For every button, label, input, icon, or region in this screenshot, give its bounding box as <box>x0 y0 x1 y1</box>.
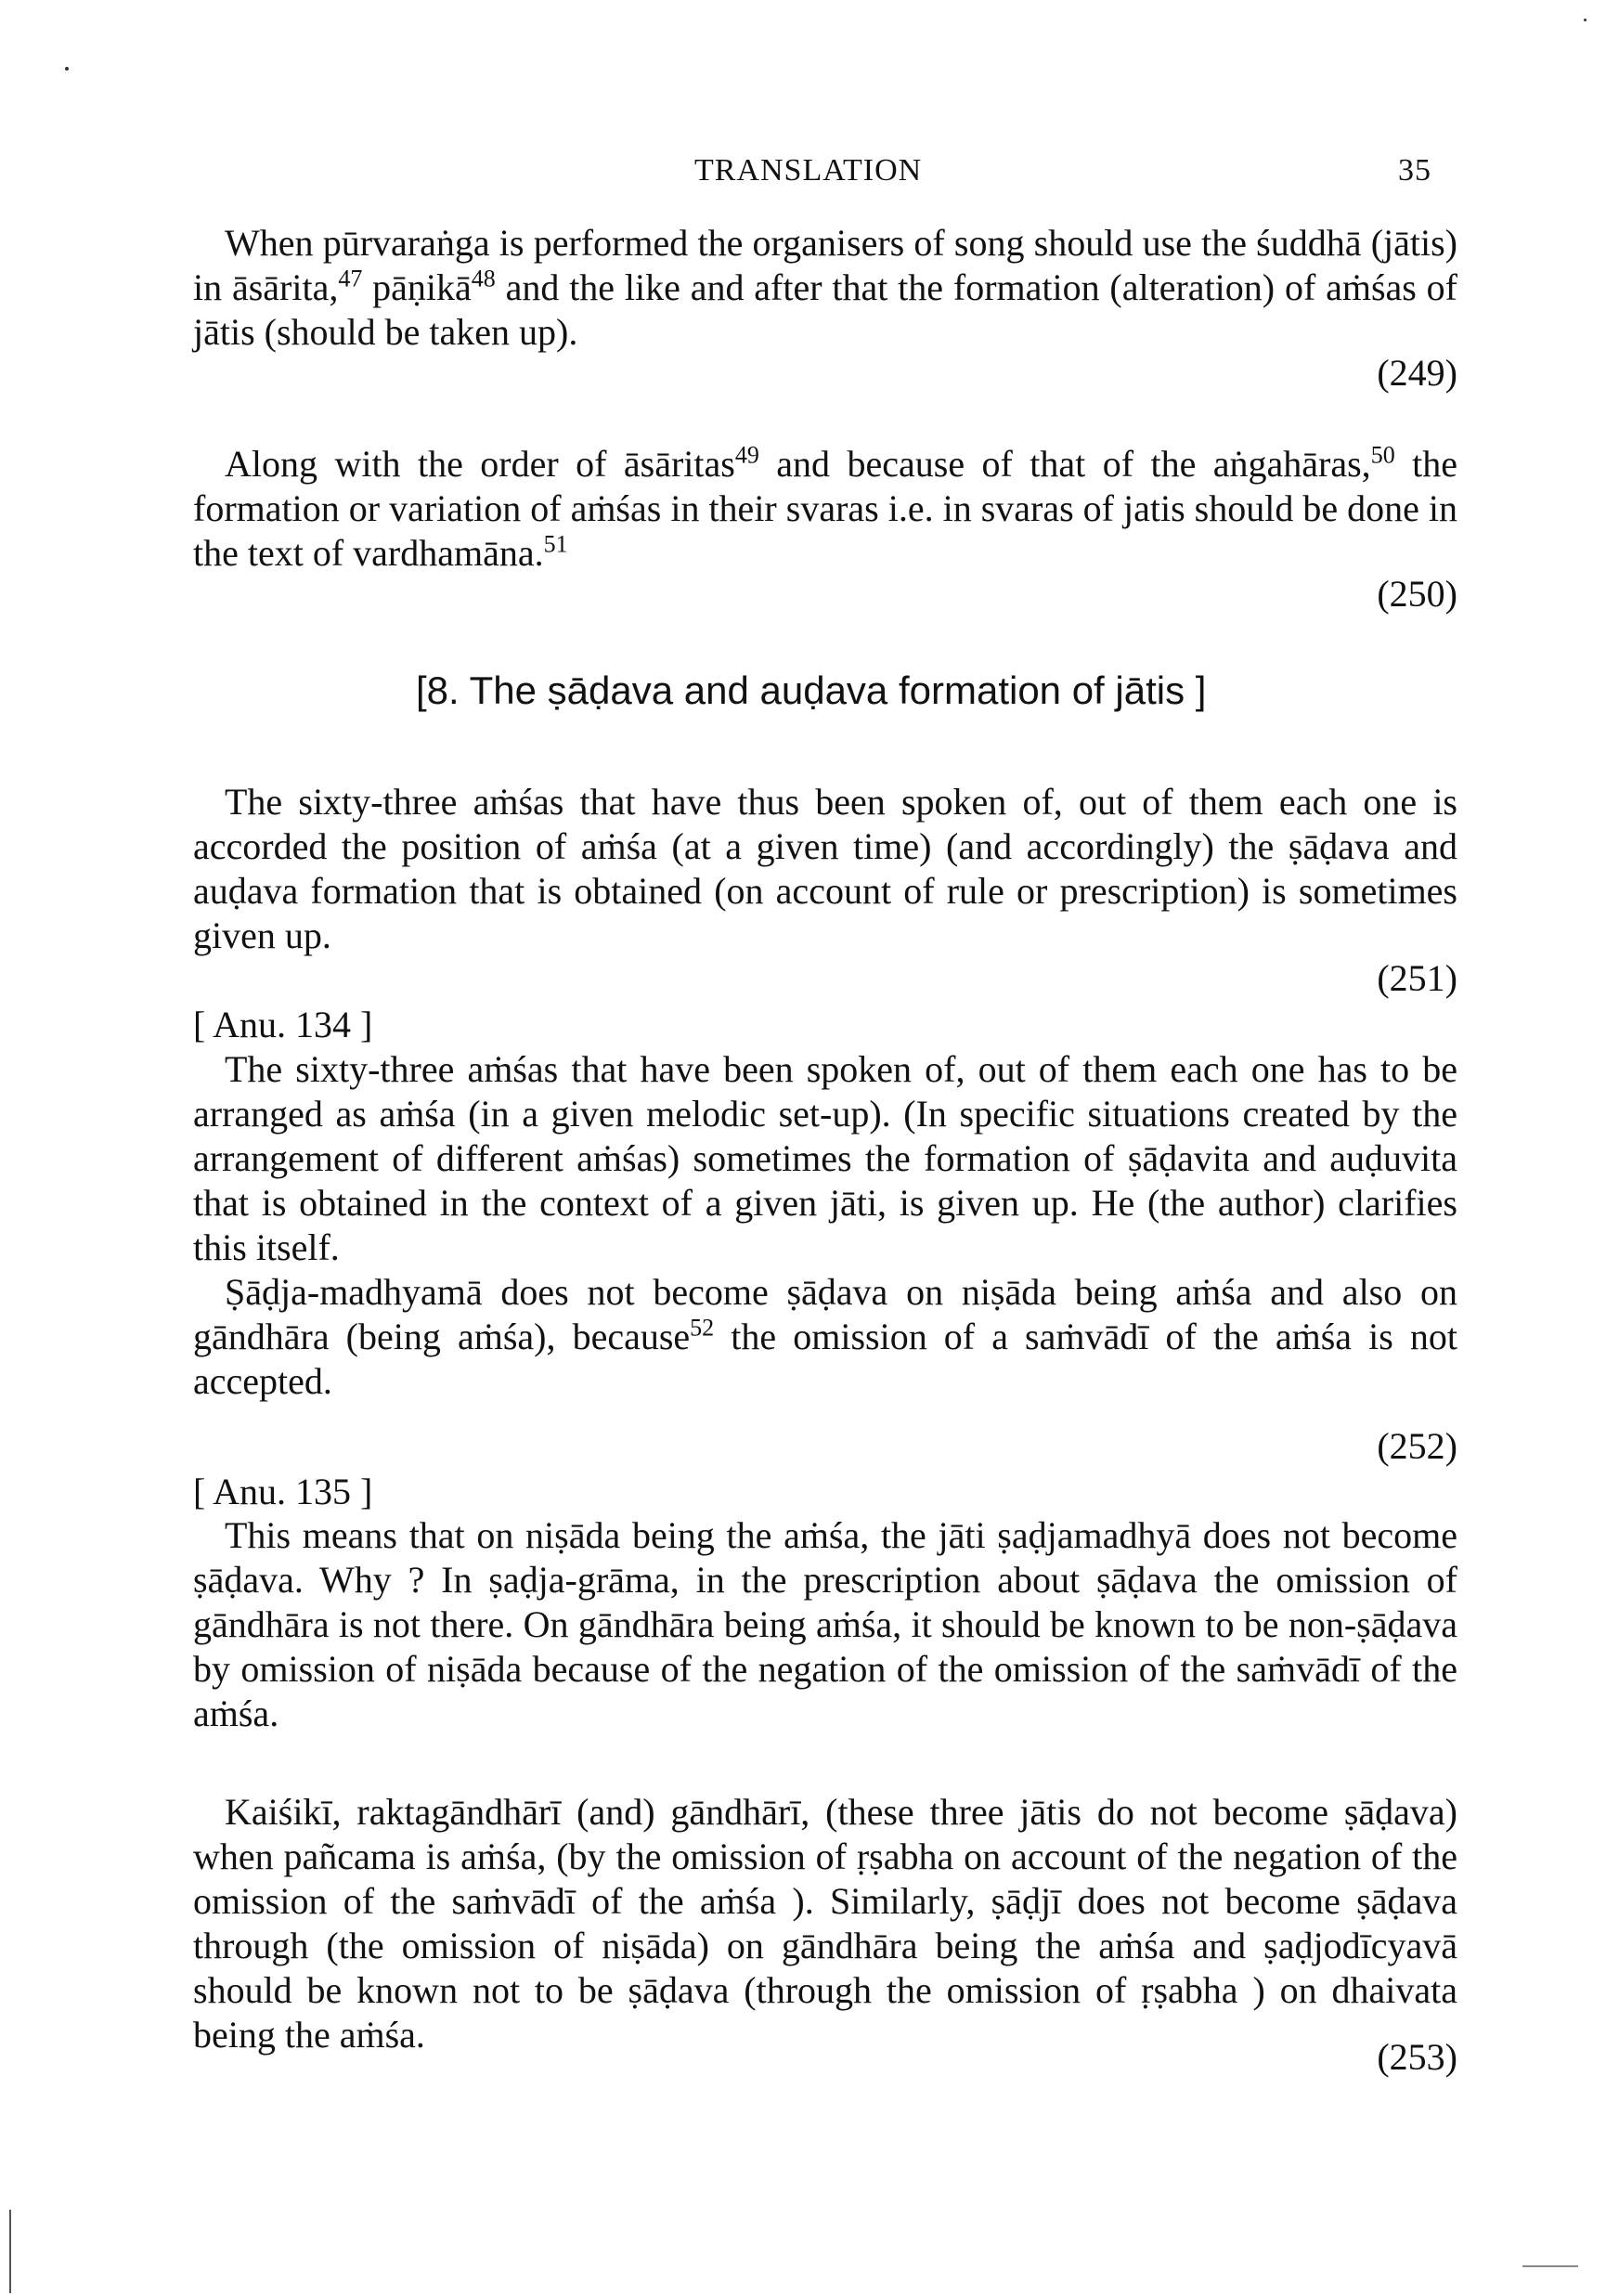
anu-135-label: [ Anu. 135 ] <box>193 1471 373 1512</box>
paragraph-251 <box>193 780 1457 958</box>
anu-134-label: [ Anu. 134 ] <box>193 1004 373 1045</box>
paragraph-249-text: When pūrvaraṅga is performed the organisers of song should use the śuddhā (jātis) in āsārita,$^{47}$ pāṇikā$^{48}$ and the like and after that the formation (alteration) of aṁśas of jātis (should be taken up). <box>193 222 1457 353</box>
running-header <box>0 153 1606 200</box>
anu-135-text: This means that on niṣāda being the aṁśa, the jāti ṣaḍjamadhyā does not become ṣāḍava. Why ? In ṣaḍja-grāma, in the prescription about ṣāḍava the omission of gāndhāra is not there. On gāndhāra being aṁśa, it should be known to be non-ṣāḍava by omission of niṣāda because of the negation of the omission of the saṁvādī of the aṁśa. <box>193 1514 1457 1734</box>
scan-speck <box>1584 19 1587 21</box>
anu-134-text: The sixty-three aṁśas that have been spoken of, out of them each one has to be arranged as aṁśa (in a given melodic set-up). (In specific situations created by the arrangement of different aṁśas) sometimes the formation of ṣāḍavita and auḍuvita that is obtained in the context of a given jāti, is given up. He (the author) clarifies this itself. <box>193 1048 1457 1268</box>
footnote-ref: 49 <box>734 441 759 469</box>
paragraph-250 <box>193 442 1457 576</box>
paragraph-251-text: The sixty-three aṁśas that have thus been spoken of, out of them each one is accorded the position of aṁśa (at a given time) (and accordingly) the ṣāḍava and auḍava formation that is obtained (on account of rule or prescription) is sometimes given up. <box>193 781 1457 956</box>
running-title: TRANSLATION <box>694 153 923 188</box>
footnote-ref: 48 <box>471 265 496 292</box>
corner-rule <box>1522 2265 1578 2267</box>
paragraph-250-text: Along with the order of āsāritas$^{49}$ and because of that of the aṅgahāras,$^{50}$ the formation or variation of aṁśas in their svaras i.e. in svaras of jatis should be done in the text of vardhamāna.$^{51}$ <box>193 441 1457 574</box>
page-number: 35 <box>1398 153 1431 188</box>
verse-number-251: (251) <box>1377 957 1457 999</box>
paragraph-249 <box>193 221 1457 355</box>
anu-135-text-2: Kaiśikī, raktagāndhārī (and) gāndhārī, (these three jātis do not become ṣāḍava) when pañcama is aṁśa, (by the omission of ṛṣabha on account of the negation of the omission of the saṁvādī of the aṁśa ). Similarly, ṣāḍjī does not become ṣāḍava through (the omission of niṣāda) on gāndhāra being the aṁśa and ṣaḍjodīcyavā should be known not to be ṣāḍava (through the omission of ṛṣabha ) on dhaivata being the aṁśa. <box>193 1791 1457 2056</box>
verse-number-250: (250) <box>1377 573 1457 615</box>
section-heading: [8. The ṣāḍava and auḍava formation of jātis ] <box>416 668 1207 712</box>
scan-speck <box>65 67 69 71</box>
anu-134-commentary <box>193 1047 1457 1404</box>
anu-134-text-2: Ṣāḍja-madhyamā does not become ṣāḍava on niṣāda being aṁśa and also on gāndhāra (being aṁśa), because$^{52}$ the omission of a saṁvādī of the aṁśa is not accepted. <box>193 1271 1458 1402</box>
footnote-ref: 50 <box>1370 441 1395 469</box>
footnote-ref: 47 <box>338 265 363 292</box>
verse-number-252: (252) <box>1377 1425 1457 1467</box>
footnote-ref: 51 <box>543 530 568 558</box>
verse-number-253: (253) <box>1377 2036 1457 2078</box>
verse-number-249: (249) <box>1377 352 1457 394</box>
anu-135-commentary <box>193 1513 1457 2057</box>
footnote-ref: 52 <box>690 1314 715 1342</box>
scan-edge <box>9 2210 11 2293</box>
